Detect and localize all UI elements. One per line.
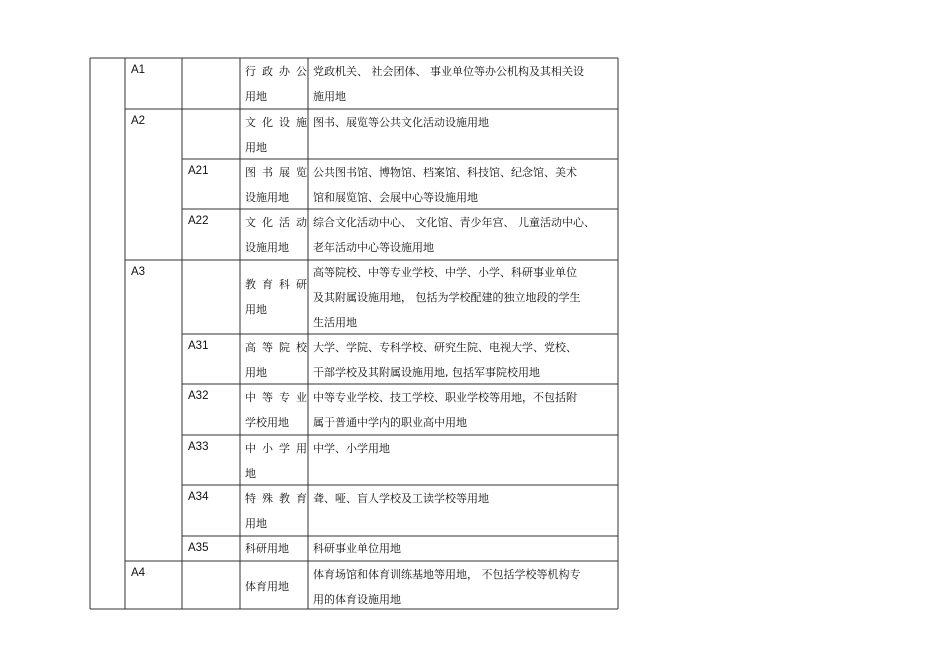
subcategory-code: A31 xyxy=(188,340,209,352)
subcategory-code: A22 xyxy=(188,215,209,227)
category-description: 高等院校、中等专业学校、中学、小学、科研事业单位 及其附属设施用地， 包括为学校配建的独立地段的学生 生活用地 xyxy=(313,266,581,329)
category-code: A1 xyxy=(131,64,146,76)
subcategory-code: A33 xyxy=(188,441,209,453)
subcategory-description: 中学、小学用地 xyxy=(313,442,390,455)
subcategory-description: 大学、学院、专科学校、研究生院、电视大学、党校、 干部学校及其附属设施用地, 包括军事院校用地 xyxy=(313,341,577,379)
subcategory-description: 公共图书馆、博物馆、档案馆、科技馆、纪念馆、美术 馆和展览馆、会展中心等设施用地 xyxy=(313,166,577,204)
subcategory-code: A21 xyxy=(188,165,209,177)
subcategory-description: 中等专业学校、技工学校、职业学校等用地，不包括附 属于普通中学内的职业高中用地 xyxy=(313,391,577,429)
subcategory-name: 图 书 展 览 设施用地 xyxy=(245,166,307,204)
subcategory-name: 中 等 专 业 学校用地 xyxy=(245,391,307,429)
subcategory-description: 科研事业单位用地 xyxy=(313,542,401,555)
category-code: A3 xyxy=(131,266,146,278)
subcategory-code: A32 xyxy=(188,390,209,402)
category-name: 教 育 科 研 用地 xyxy=(245,278,307,316)
category-description: 图书、展览等公共文化活动设施用地 xyxy=(313,116,489,129)
subcategory-name: 中 小 学 用 地 xyxy=(245,442,307,480)
subcategory-name: 特 殊 教 育 用地 xyxy=(245,492,307,530)
subcategory-name: 高 等 院 校 用地 xyxy=(245,341,307,379)
subcategory-code: A34 xyxy=(188,491,209,503)
category-code: A4 xyxy=(131,567,146,579)
subcategory-description: 聋、哑、盲人学校及工读学校等用地 xyxy=(313,492,489,505)
category-name: 行 政 办 公 用地 xyxy=(245,65,307,103)
category-name: 体育用地 xyxy=(245,580,289,593)
category-description: 党政机关、 社会团体、 事业单位等办公机构及其相关设 施用地 xyxy=(313,65,584,103)
subcategory-name: 科研用地 xyxy=(245,542,289,555)
category-name: 文 化 设 施 用地 xyxy=(245,116,307,154)
category-code: A2 xyxy=(131,115,146,127)
subcategory-code: A35 xyxy=(188,542,209,554)
subcategory-name: 文 化 活 动 设施用地 xyxy=(245,216,307,254)
category-description: 体育场馆和体育训练基地等用地， 不包括学校等机构专 用的体育设施用地 xyxy=(313,568,581,606)
subcategory-description: 综合文化活动中心、 文化馆、青少年宫、 儿童活动中心、 老年活动中心等设施用地 xyxy=(313,216,595,254)
